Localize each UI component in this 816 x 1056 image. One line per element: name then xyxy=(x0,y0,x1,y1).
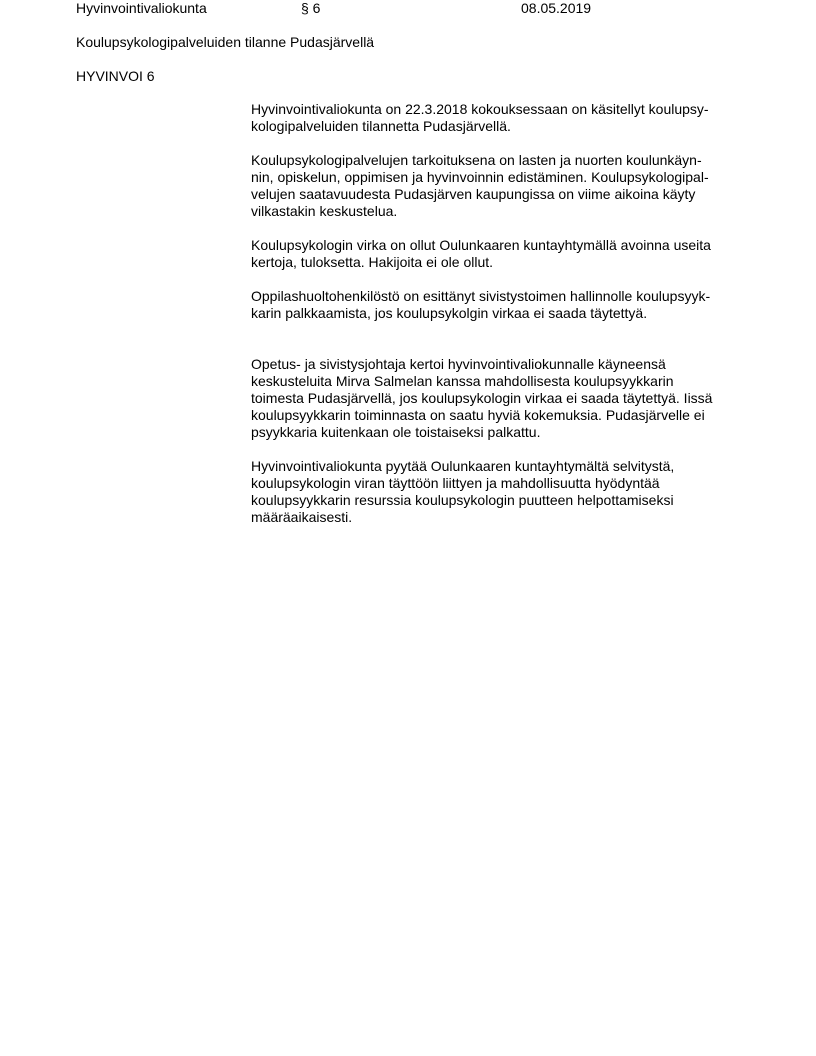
text-line: velujen saatavuudesta Pudasjärven kaupungissa on viime aikoina käyty xyxy=(251,186,696,202)
text-line: Koulupsykologin virka on ollut Oulunkaaren kuntayhtymällä avoinna useita xyxy=(251,237,711,253)
text-line: Hyvinvointivaliokunta on 22.3.2018 kokouksessaan on käsitellyt koulupsy- xyxy=(251,101,709,117)
text-line: toimesta Pudasjärvellä, jos koulupsykologin virkaa ei saada täytettyä. Iissä xyxy=(251,390,713,406)
paragraph-1 xyxy=(251,101,751,135)
text-line: keskusteluita Mirva Salmelan kanssa mahdollisesta koulupsyykkarin xyxy=(251,373,674,389)
text-line: määräaikaisesti. xyxy=(251,509,353,525)
header-body-name: Hyvinvointivaliokunta xyxy=(76,0,207,16)
text-line: Hyvinvointivaliokunta pyytää Oulunkaaren kuntayhtymältä selvitystä, xyxy=(251,458,675,474)
header-date: 08.05.2019 xyxy=(521,0,592,16)
text-line: kologipalveluiden tilannetta Pudasjärvellä. xyxy=(251,118,511,134)
paragraph-2 xyxy=(251,152,751,220)
text-line: kertoja, tuloksetta. Hakijoita ei ole ollut. xyxy=(251,254,494,270)
paragraph-3 xyxy=(251,237,751,271)
text-line: psyykkaria kuitenkaan ole toistaiseksi palkattu. xyxy=(251,424,541,440)
paragraph-4 xyxy=(251,288,751,322)
text-line: Koulupsykologipalvelujen tarkoituksena on lasten ja nuorten koulunkäyn- xyxy=(251,152,702,168)
case-identifier: HYVINVOI 6 xyxy=(76,68,155,84)
paragraph-5 xyxy=(251,356,751,441)
paragraph-6 xyxy=(251,458,751,526)
text-line: koulupsykologin viran täyttöön liittyen ja mahdollisuutta hyödyntää xyxy=(251,475,660,491)
text-line: nin, opiskelun, oppimisen ja hyvinvoinnin edistäminen. Koulupsykologipal- xyxy=(251,169,709,185)
header-section-number: § 6 xyxy=(301,0,321,16)
text-line: Opetus- ja sivistysjohtaja kertoi hyvinvointivaliokunnalle käyneensä xyxy=(251,356,666,372)
text-line: koulupsyykkarin resurssia koulupsykologin puutteen helpottamiseksi xyxy=(251,492,674,508)
text-line: vilkastakin keskustelua. xyxy=(251,203,398,219)
document-subject: Koulupsykologipalveluiden tilanne Pudasjärvellä xyxy=(76,34,375,50)
text-line: koulupsyykkarin toiminnasta on saatu hyviä kokemuksia. Pudasjärvelle ei xyxy=(251,407,705,423)
text-line: karin palkkaamista, jos koulupsykolgin virkaa ei saada täytettyä. xyxy=(251,305,648,321)
document-body xyxy=(251,101,751,526)
text-line: Oppilashuoltohenkilöstö on esittänyt sivistystoimen hallinnolle koulupsyyk- xyxy=(251,288,711,304)
